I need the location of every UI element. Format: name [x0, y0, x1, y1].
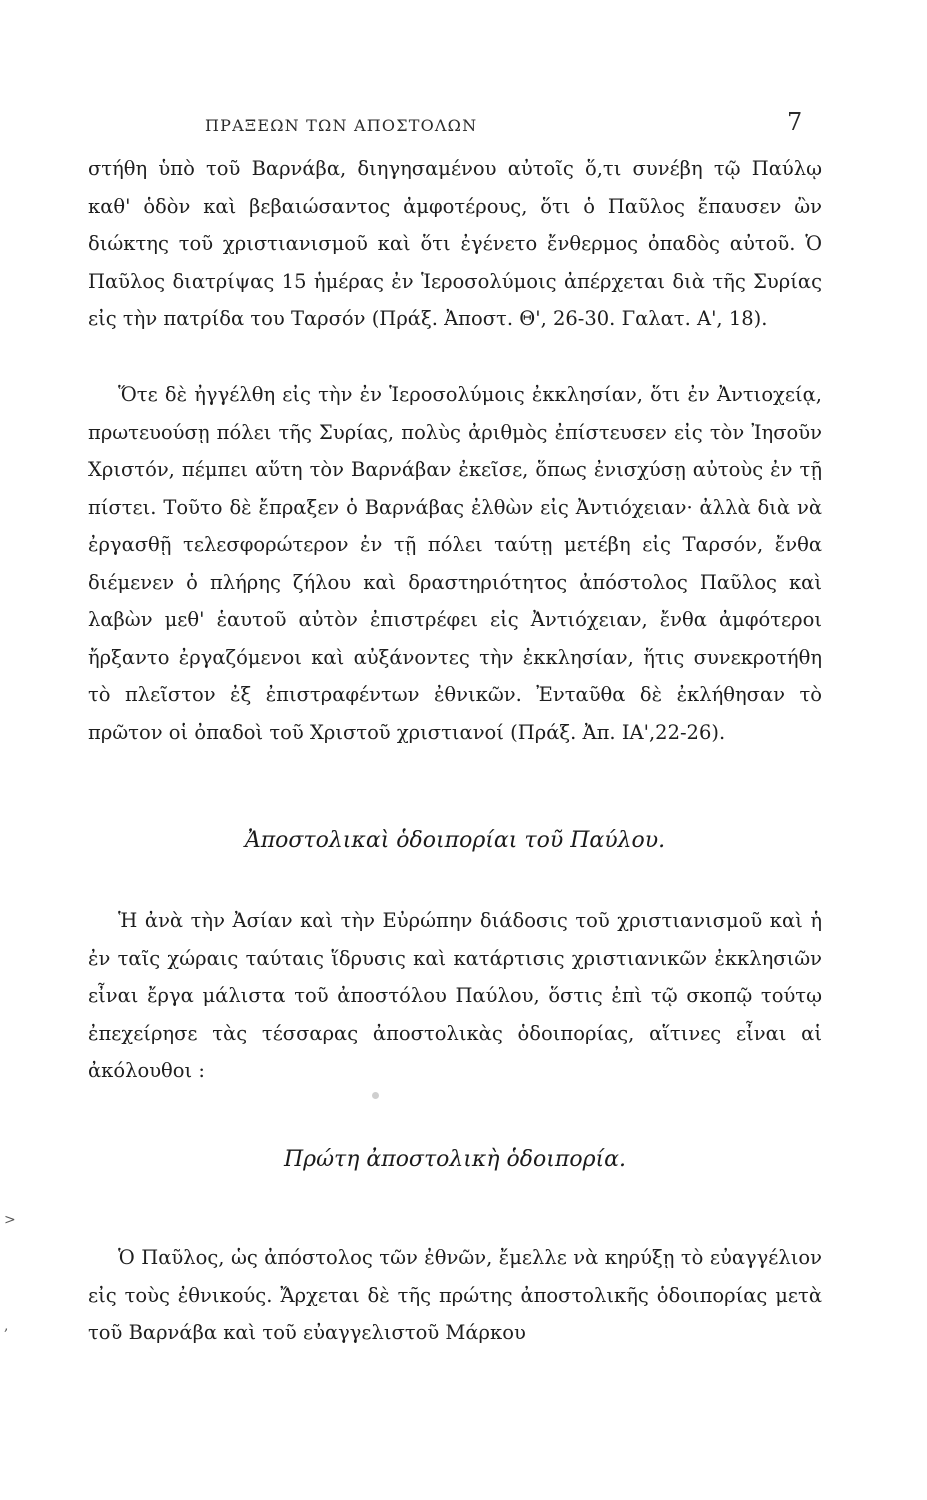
section-heading: Ἀποστολικαὶ ὁδοιπορίαι τοῦ Παύλου. [244, 828, 666, 853]
subsection-heading: Πρώτη ἀποστολικὴ ὁδοιπορία. [283, 1147, 627, 1172]
paragraph-text: στήθη ὑπὸ τοῦ Βαρνάβα, διηγησαμένου αὐτοῖς ὅ,τι συνέβη τῷ Παύλῳ καθ' ὁδὸν καὶ βεβαιώσαντος ἀμφοτέρους, ὅτι ὁ Παῦλος ἔπαυσεν ὢν διώκτης τοῦ χριστιανισμοῦ καὶ ὅτι ἐγένετο ἔνθερμος ὀπαδὸς αὐτοῦ. Ὁ Παῦλος διατρίψας 15 ἡμέρας ἐν Ἱεροσολύμοις ἀπέρχεται διὰ τῆς Συρίας εἰς τὴν πατρίδα του Ταρσόν (Πράξ. Ἀποστ. Θ', 26-30. Γαλατ. Α', 18). [88, 157, 822, 330]
paragraph-antioch [88, 376, 822, 751]
paragraph-text: Ὅτε δὲ ἠγγέλθη εἰς τὴν ἐν Ἱεροσολύμοις ἐκκλησίαν, ὅτι ἐν Ἀντιοχείᾳ, πρωτευούσῃ πόλει τῆς Συρίας, πολὺς ἀριθμὸς ἐπίστευσεν εἰς τὸν Ἰησοῦν Χριστόν, πέμπει αὕτη τὸν Βαρνάβαν ἐκεῖσε, ὅπως ἐνισχύσῃ αὐτοὺς ἐν τῇ πίστει. Τοῦτο δὲ ἔπραξεν ὁ Βαρνάβας ἐλθὼν εἰς Ἀντιόχειαν· ἀλλὰ διὰ νὰ ἐργασθῇ τελεσφορώτερον ἐν τῇ πόλει ταύτῃ μετέβη εἰς Ταρσόν, ἔνθα διέμενεν ὁ πλήρης ζήλου καὶ δραστηριότητος ἀπόστολος Παῦλος καὶ λαβὼν μεθ' ἑαυτοῦ αὐτὸν ἐπιστρέφει εἰς Ἀντιόχειαν, ἔνθα ἀμφότεροι ἤρξαντο ἐργαζόμενοι καὶ αὐξάνοντες τὴν ἐκκλησίαν, ἥτις συνεκροτήθη τὸ πλεῖστον ἐξ ἐπιστραφέντων ἐθνικῶν. Ἐνταῦθα δὲ ἐκλήθησαν τὸ πρῶτον οἱ ὀπαδοὶ τοῦ Χριστοῦ χριστιανοί (Πράξ. Ἀπ. ΙΑ',22-26). [88, 383, 822, 744]
paragraph-journeys-intro [88, 902, 822, 1090]
running-header: ΠΡΑΞΕΩΝ ΤΩΝ ΑΠΟΣΤΟΛΩΝ [205, 116, 478, 135]
paragraph-text: Ὁ Παῦλος, ὡς ἀπόστολος τῶν ἐθνῶν, ἔμελλε νὰ κηρύξῃ τὸ εὐαγγέλιον εἰς τοὺς ἐθνικούς. Ἄρχεται δὲ τῆς πρώτης ἀποστολικῆς ὁδοιπορίας μετὰ τοῦ Βαρνάβα καὶ τοῦ εὐαγγελιστοῦ Μάρκου [88, 1246, 822, 1344]
paragraph-text: Ἡ ἀνὰ τὴν Ἀσίαν καὶ τὴν Εὐρώπην διάδοσις τοῦ χριστιανισμοῦ καὶ ἡ ἐν ταῖς χώραις ταύταις ἵδρυσις καὶ κατάρτισις χριστιανικῶν ἐκκλησιῶν εἶναι ἔργα μάλιστα τοῦ ἀποστόλου Παύλου, ὅστις ἐπὶ τῷ σκοπῷ τούτῳ ἐπεχείρησε τὰς τέσσαρας ἀποστολικὰς ὁδοιπορίας, αἵτινες εἶναι αἱ ἀκόλουθοι : [88, 909, 822, 1082]
margin-mark: > [4, 1212, 16, 1228]
margin-mark: , [4, 1318, 9, 1334]
paragraph-first-journey [88, 1239, 822, 1352]
print-speck [372, 1092, 379, 1099]
paragraph-continued [88, 150, 822, 338]
page-number: 7 [787, 108, 803, 136]
